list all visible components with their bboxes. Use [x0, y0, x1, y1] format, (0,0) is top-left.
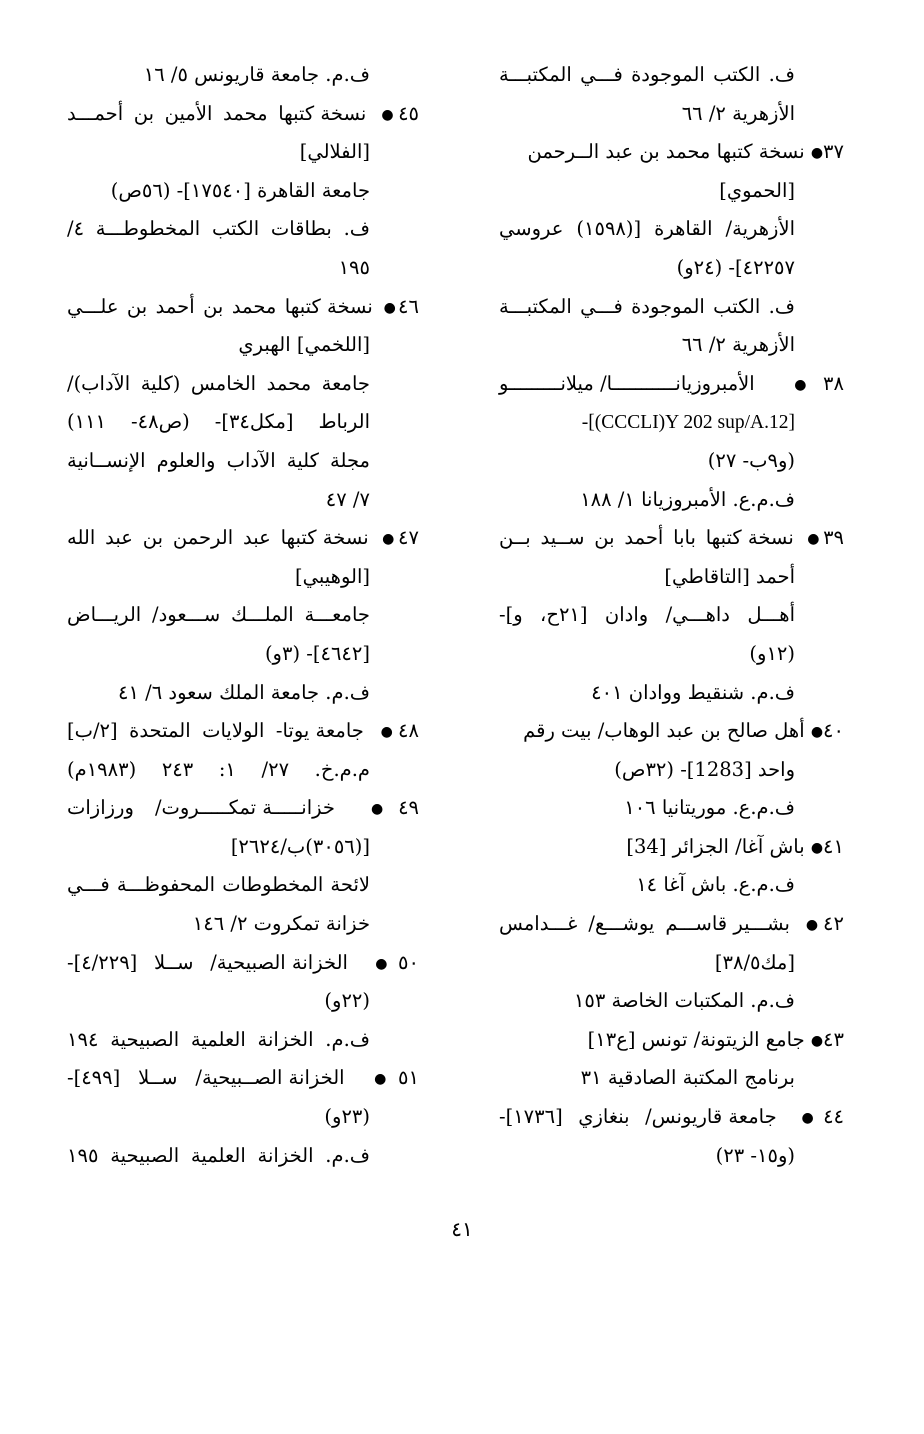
left-column-text-line	[67, 365, 419, 404]
right-column-text-line	[499, 56, 844, 95]
left-column-text-line	[67, 905, 419, 944]
left-column-text-line	[67, 403, 419, 442]
line-text: [الفلالي]	[299, 140, 370, 164]
line-text: ف. بطاقات الكتب المخطوطـــة ٤/	[67, 217, 370, 241]
line-text: أهـــل داهـــي/ وادان [٢١ح، و]-	[499, 603, 795, 627]
line-text: ف.م. الخزانة العلمية الصبيحية ١٩٥	[67, 1143, 370, 1167]
entry-number: ٣٨	[823, 371, 844, 395]
left-column-text-line	[67, 210, 419, 249]
right-column-text-line	[499, 596, 844, 635]
right-column-text-line	[499, 982, 844, 1021]
line-text: الأمبروزيانـــــــــــا/ ميلانـــــــــو	[499, 371, 755, 395]
left-column-entry-line	[67, 1059, 419, 1098]
entry-number: ٤١	[823, 834, 844, 858]
page-number: ٤١	[451, 1217, 473, 1241]
entry-number: ٤٢	[823, 912, 844, 936]
left-column-text-line	[67, 828, 419, 867]
line-text: خزانة تمكروت ٢/ ١٤٦	[192, 912, 370, 936]
line-text: نسخة كتبها محمد بن أحمد بن علـــي	[67, 294, 373, 318]
line-text: ف. الكتب الموجودة فـــي المكتبـــة	[499, 63, 795, 86]
line-text: باش آغا/ الجزائر [34]	[626, 834, 805, 858]
line-text: الأزهرية ٢/ ٦٦	[681, 101, 795, 125]
line-text: ف.م. المكتبات الخاصة ١٥٣	[573, 989, 795, 1013]
line-text: لائحة المخطوطات المحفوظـــة فـــي	[67, 873, 370, 897]
right-column-text-line	[499, 95, 844, 134]
entry-number: ٤٤	[823, 1105, 845, 1129]
line-text: الأزهرية ٢/ ٦٦	[681, 333, 795, 357]
left-column-text-line	[67, 442, 419, 481]
bullet-icon: ●	[810, 839, 824, 856]
line-text: ف.م. جامعة الملك سعود ٦/ ٤١	[117, 680, 370, 704]
line-text: جامعـــة الملـــك ســـعود/ الريـــاض	[67, 603, 370, 627]
line-text: أهل صالح بن عبد الوهاب/ بيت رقم	[523, 719, 805, 743]
bullet-icon: ●	[362, 1071, 399, 1088]
line-text: [الوهيبي]	[295, 564, 370, 588]
line-text: ٧/ ٤٧	[325, 487, 370, 511]
left-column-text-line	[67, 596, 419, 635]
line-text: ف.م.ع. باش آغا ١٤	[636, 873, 795, 897]
bullet-icon: ●	[381, 299, 399, 316]
left-column-text-line	[67, 249, 419, 288]
line-text: [٤٦٤٢]- (٣و)	[264, 641, 370, 665]
right-column-text-line	[499, 751, 844, 790]
left-column-entry-line	[67, 789, 419, 828]
line-text: نسخة كتبها عبد الرحمن بن عبد الله	[67, 526, 369, 550]
line-text: [مك٣٨/٥]	[714, 950, 795, 974]
right-column-entry-line	[499, 1098, 844, 1137]
entry-number: ٤٧	[398, 526, 419, 550]
right-column-text-line	[499, 1059, 844, 1098]
right-column-text-line	[499, 210, 844, 249]
right-column-entry-line	[499, 365, 844, 404]
left-column-text-line	[67, 1137, 419, 1176]
left-column-text-line	[67, 635, 419, 674]
right-column-text-line	[499, 288, 844, 327]
line-text: (و٩ب- ٢٧)	[707, 448, 795, 472]
entry-number: ٤٦	[398, 294, 419, 318]
bullet-icon: ●	[378, 531, 399, 548]
left-column-text-line	[67, 558, 419, 597]
line-text: ف. الكتب الموجودة فـــي المكتبـــة	[499, 294, 795, 318]
line-text: م.م.خ. ٢٧/ ١: ٢٤٣ (١٩٨٣م)	[67, 757, 370, 781]
bullet-icon: ●	[376, 106, 399, 123]
right-column	[499, 56, 844, 1175]
bullet-icon: ●	[375, 724, 399, 741]
right-column-text-line	[499, 481, 844, 520]
left-column-text-line	[67, 982, 419, 1021]
entry-number: ٤٠	[823, 719, 844, 743]
right-column-text-line	[499, 944, 844, 983]
line-text: الرباط [مكل٣٤]- (ص٤٨- ١١١)	[67, 410, 371, 434]
line-text: نسخة كتبها بابا أحمد بن ســيد بــن	[499, 526, 794, 550]
left-column-text-line	[67, 56, 419, 95]
entry-number: ٣٧	[823, 140, 844, 164]
left-column-text-line	[67, 133, 419, 172]
line-text: برنامج المكتبة الصادقية ٣١	[580, 1066, 795, 1090]
line-text: [(٣٠٥٦)ب/٢٦٢٤]	[230, 834, 370, 858]
bullet-icon: ●	[810, 724, 824, 741]
left-column-text-line	[67, 172, 419, 211]
bullet-icon: ●	[777, 376, 824, 393]
line-text: ٤٢٢٥٧]- (٢٤و)	[676, 255, 795, 279]
line-text: جامعة قاريونس/ بنغازي [١٧٣٦]-	[499, 1105, 777, 1129]
right-column-text-line	[499, 558, 844, 597]
line-text: جامعة يوتا- الولايات المتحدة [٢/ب]	[67, 719, 364, 743]
line-text: أحمد [التاقاطي]	[664, 564, 795, 588]
line-text: جامعة محمد الخامس (كلية الآداب)/	[67, 371, 370, 395]
bullet-icon: ●	[356, 801, 399, 818]
right-column-text-line	[499, 789, 844, 828]
left-column-text-line	[67, 481, 419, 520]
line-text: بشـــير قاســـم يوشـــع/ غـــدامس	[499, 912, 790, 936]
line-text: مجلة كلية الآداب والعلوم الإنســانية	[67, 448, 370, 472]
entry-number: ٥١	[398, 1066, 419, 1090]
line-text: ف.م.ع. موريتانيا ١٠٦	[624, 796, 795, 820]
left-column	[67, 56, 419, 1175]
bullet-icon: ●	[810, 145, 824, 162]
right-column-text-line	[499, 674, 844, 713]
bullet-icon: ●	[801, 917, 824, 934]
line-text: الخزانة الصــبيحية/ ســلا [٤٩٩]-	[67, 1066, 345, 1090]
bullet-icon: ●	[364, 955, 399, 972]
line-text: [الحموي]	[719, 178, 795, 202]
right-column-text-line	[499, 172, 844, 211]
line-text: (و١٥- ٢٣)	[715, 1143, 795, 1167]
right-column-entry-line	[499, 519, 844, 558]
right-column-text-line	[499, 866, 844, 905]
right-column-entry-line	[499, 133, 844, 172]
line-text: نسخة كتبها محمد الأمين بن أحمـــد	[67, 101, 367, 125]
left-column-entry-line	[67, 95, 419, 134]
line-text: ف.م. شنقيط ووادان ٤٠١	[591, 680, 795, 704]
line-text: ف.م. جامعة قاريونس ٥/ ١٦	[143, 63, 370, 86]
right-column-entry-line	[499, 1021, 844, 1060]
entry-number: ٤٥	[398, 101, 420, 125]
line-text: خزانـــــة تمكـــــروت/ ورزازات	[67, 796, 335, 820]
left-column-entry-line	[67, 712, 419, 751]
line-text: واحد [1283]- (٣٢ص)	[614, 757, 795, 781]
line-text: [اللخمي] الهبري	[238, 333, 370, 357]
left-column-text-line	[67, 1098, 419, 1137]
left-column-text-line	[67, 326, 419, 365]
right-column-text-line	[499, 403, 844, 442]
bullet-icon: ●	[810, 1032, 824, 1049]
right-column-text-line	[499, 442, 844, 481]
line-text: -[(CCCLI)Y 202 sup/A.12]	[581, 412, 795, 434]
line-text: (١٢و)	[749, 641, 795, 665]
entry-number: ٤٨	[398, 719, 419, 743]
left-column-entry-line	[67, 519, 419, 558]
line-text: ف.م. الخزانة العلمية الصبيحية ١٩٤	[67, 1027, 370, 1051]
right-column-text-line	[499, 326, 844, 365]
line-text: جامعة القاهرة [١٧٥٤٠]- (٥٦ص)	[110, 178, 370, 202]
right-column-entry-line	[499, 828, 844, 867]
right-column-text-line	[499, 635, 844, 674]
line-text: ف.م.ع. الأمبروزيانا ١/ ١٨٨	[580, 487, 795, 511]
entry-number: ٥٠	[398, 950, 419, 974]
bullet-icon: ●	[792, 1110, 824, 1127]
left-column-text-line	[67, 866, 419, 905]
line-text: جامع الزيتونة/ تونس [ع١٣]	[587, 1027, 805, 1051]
left-column-entry-line	[67, 944, 419, 983]
line-text: الأزهرية/ القاهرة [(١٥٩٨) عروسي	[499, 217, 795, 241]
right-column-entry-line	[499, 712, 844, 751]
bullet-icon: ●	[803, 531, 824, 548]
left-column-text-line	[67, 1021, 419, 1060]
entry-number: ٤٣	[823, 1027, 844, 1051]
right-column-text-line	[499, 249, 844, 288]
left-column-text-line	[67, 751, 419, 790]
entry-number: ٤٩	[398, 796, 420, 820]
line-text: ١٩٥	[338, 255, 370, 279]
left-column-entry-line	[67, 288, 419, 327]
right-column-text-line	[499, 1137, 844, 1176]
entry-number: ٣٩	[823, 526, 845, 550]
line-text: (٢٢و)	[324, 989, 370, 1013]
right-column-entry-line	[499, 905, 844, 944]
line-text: الخزانة الصبيحية/ ســلا [٤/٢٢٩]-	[67, 950, 348, 974]
line-text: (٢٣و)	[324, 1105, 370, 1129]
left-column-text-line	[67, 674, 419, 713]
line-text: نسخة كتبها محمد بن عبد الــرحمن	[527, 140, 805, 164]
